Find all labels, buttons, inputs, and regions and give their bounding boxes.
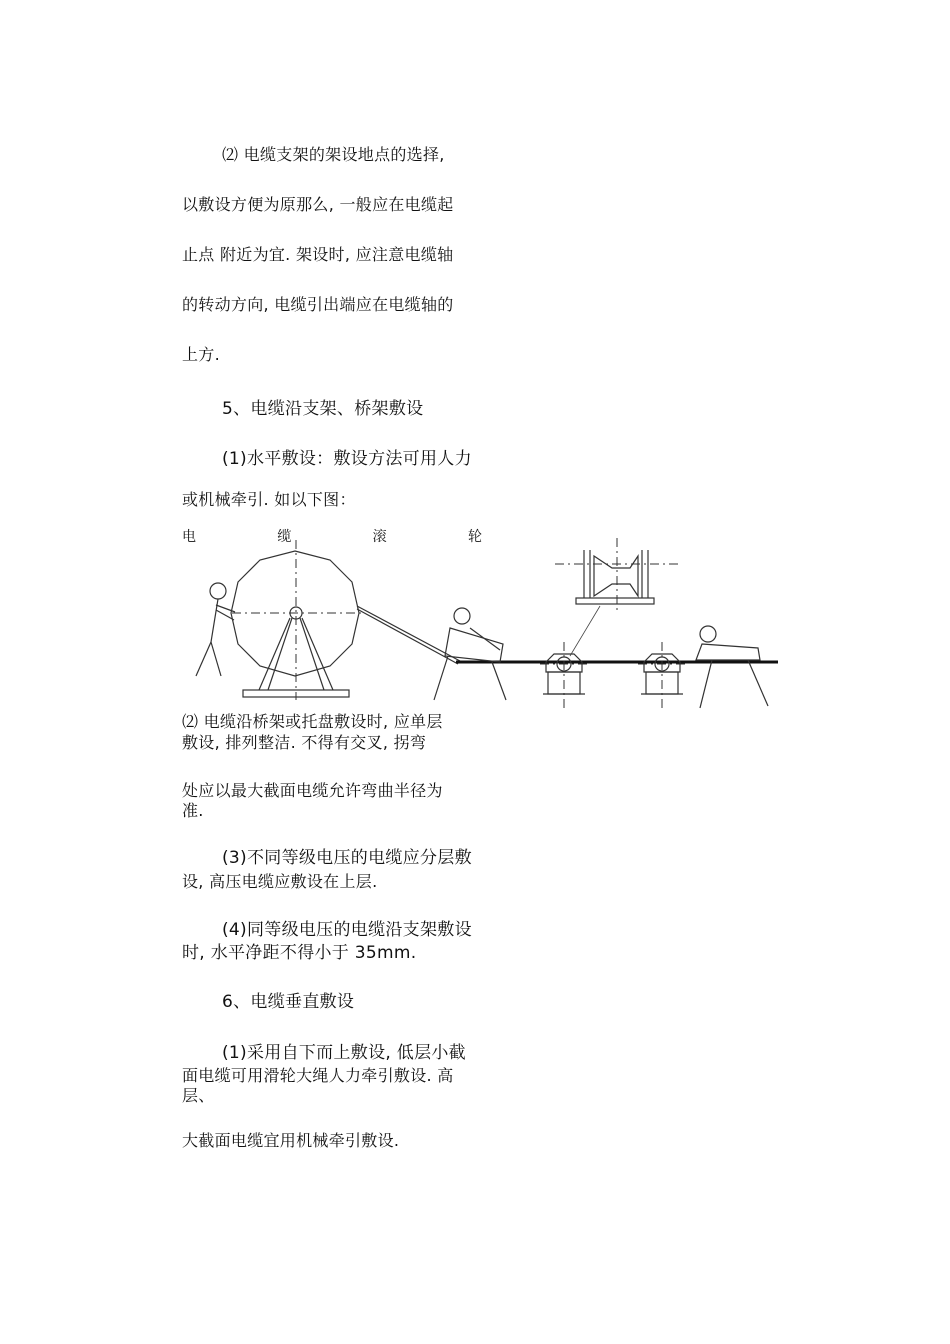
paragraph-line: (1)采用自下而上敷设, 低层小截 (222, 1043, 466, 1063)
paragraph-line: 上方. (182, 345, 220, 364)
figure-label-char: 缆 (277, 529, 292, 545)
section-heading-6: 6、电缆垂直敷设 (222, 992, 355, 1012)
paragraph-line: 设, 高压电缆应敷设在上层. (182, 872, 378, 891)
paragraph-line: 时, 水平净距不得小于 35mm. (182, 943, 417, 963)
worker-figure (196, 583, 235, 676)
paragraph-line: (4)同等级电压的电缆沿支架敷设 (222, 920, 472, 940)
paragraph-line: ⑵ 电缆沿桥架或托盘敷设时, 应单层 (182, 712, 443, 731)
paragraph-line: 层、 (182, 1086, 215, 1105)
paragraph-line: 敷设, 排列整洁. 不得有交叉, 拐弯 (182, 733, 427, 752)
worker-figure (696, 626, 768, 708)
paragraph-line: 的转动方向, 电缆引出端应在电缆轴的 (182, 295, 454, 314)
cable-drum (231, 540, 362, 700)
cable-roller (540, 642, 590, 710)
paragraph-line: 处应以最大截面电缆允许弯曲半径为 (182, 781, 443, 800)
worker-figure (434, 608, 506, 700)
paragraph-line: 面电缆可用滑轮大绳人力牵引敷设. 高 (182, 1066, 454, 1085)
cable-roller (638, 642, 688, 710)
cable-line (357, 606, 460, 661)
figure-label-char: 轮 (467, 529, 482, 545)
paragraph-line: 以敷设方便为原那么, 一般应在电缆起 (182, 195, 454, 214)
paragraph-line: (3)不同等级电压的电缆应分层敷 (222, 848, 472, 868)
figure-label-char: 电 (182, 529, 196, 545)
paragraph-line: 止点 附近为宜. 架设时, 应注意电缆轴 (182, 245, 454, 264)
figure-label-char: 滚 (372, 529, 387, 545)
paragraph-line: ⑵ 电缆支架的架设地点的选择, (222, 145, 445, 164)
paragraph-line: 准. (182, 801, 204, 820)
roller-detail (555, 538, 680, 656)
section-heading-5: 5、电缆沿支架、桥架敷设 (222, 399, 424, 419)
paragraph-line: 或机械牵引. 如以下图： (182, 490, 356, 509)
paragraph-line: 大截面电缆宜用机械牵引敷设. (182, 1131, 400, 1150)
paragraph-line: (1)水平敷设：敷设方法可用人力 (222, 449, 472, 469)
